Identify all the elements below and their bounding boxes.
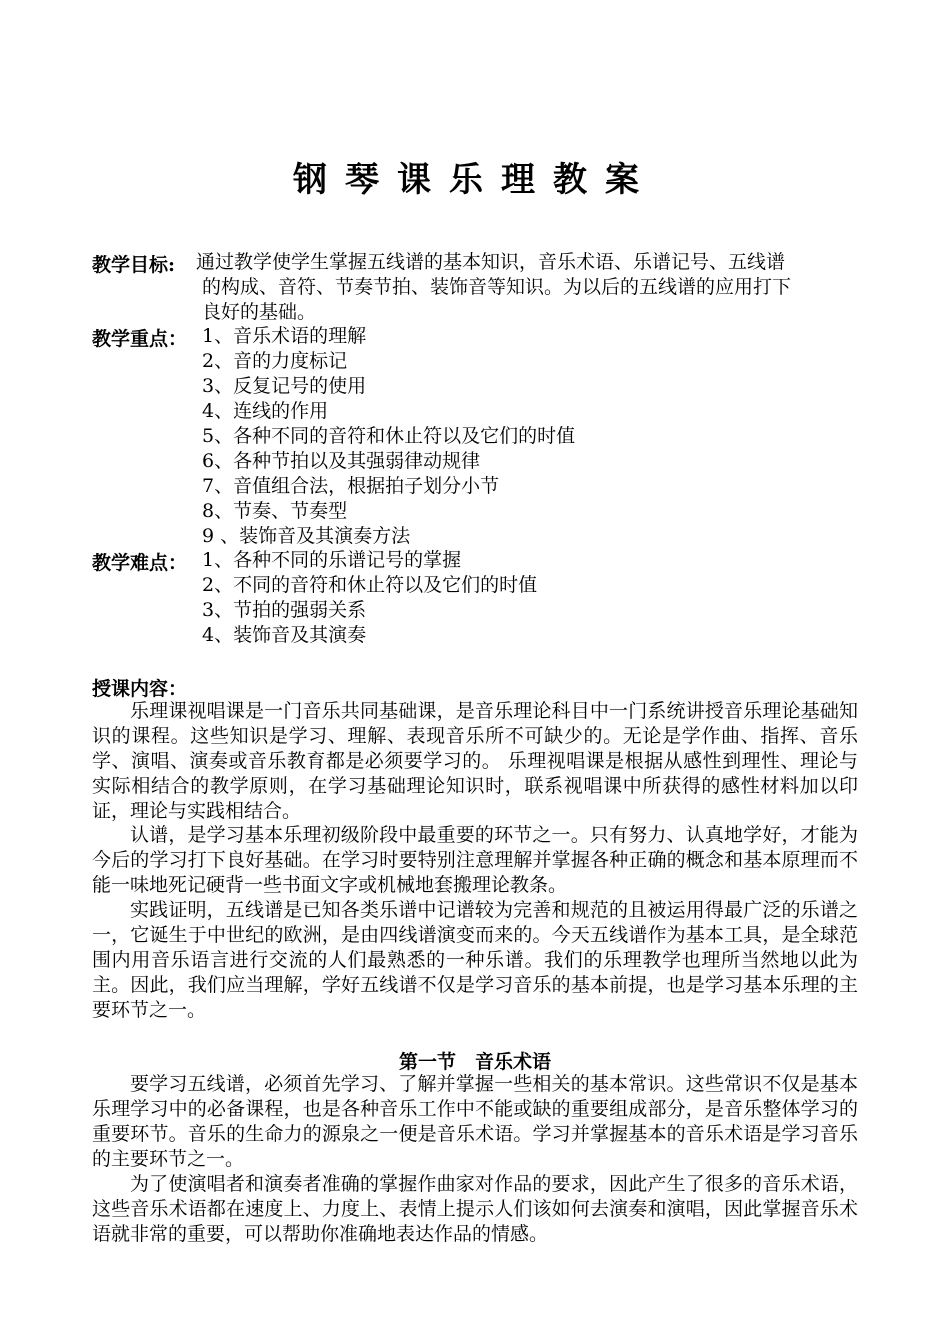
difficulty-item: 3、节拍的强弱关系 [202, 599, 367, 621]
document-title: 钢琴课乐理教案 [293, 160, 657, 200]
objective-line-3: 良好的基础。 [202, 301, 317, 323]
difficulty-item: 4、装饰音及其演奏 [202, 624, 367, 646]
key-point-item: 9 、装饰音及其演奏方法 [202, 525, 411, 547]
objective-label: 教学目标: [92, 254, 176, 276]
difficulty-item: 2、不同的音符和休止符以及它们的时值 [202, 574, 538, 596]
key-point-item: 4、连线的作用 [202, 400, 329, 422]
key-point-item: 3、反复记号的使用 [202, 375, 367, 397]
key-points-label: 教学重点： [92, 328, 188, 350]
key-points-list [202, 324, 575, 549]
content-label: 授课内容： [92, 678, 188, 700]
section-paragraph: 要学习五线谱，必须首先学习、了解并掌握一些相关的基本常识。这些常识不仅是基本乐理学习中的必备课程，也是各种音乐工作中不能或缺的重要组成部分，是音乐整体学习的重要环节。音乐的生命力的源泉之一便是音乐术语。学习并掌握基本的音乐术语是学习音乐的主要环节之一。 [92, 1073, 858, 1170]
key-point-item: 1、音乐术语的理解 [202, 325, 367, 347]
objective-line-2: 的构成、音符、节奏节拍、装饰音等知识。为以后的五线谱的应用打下 [202, 276, 792, 298]
key-point-item: 8、节奏、节奏型 [202, 500, 348, 522]
key-point-item: 6、各种节拍以及其强弱律动规律 [202, 450, 481, 472]
key-point-item: 5、各种不同的音符和休止符以及它们的时值 [202, 425, 576, 447]
section-heading: 第一节 音乐术语 [398, 1051, 551, 1073]
objective-line-1: 通过教学使学生掌握五线谱的基本知识，音乐术语、乐谱记号、五线谱 [196, 251, 786, 273]
content-paragraph: 乐理课视唱课是一门音乐共同基础课，是音乐理论科目中一门系统讲授音乐理论基础知识的课程。这些知识是学习、理解、表现音乐所不可缺少的。无论是学作曲、指挥、音乐学、演唱、演奏或音乐教育都是必须要学习的。 乐理视唱课是根据从感性到理性、理论与实际相结合的教学原则，在学习基础理论知识时，联系视唱课中所获得的感性材料加以印证，理论与实践相结合。 [92, 700, 858, 822]
difficulties-list [202, 548, 537, 648]
content-paragraph: 实践证明，五线谱是已知各类乐谱中记谱较为完善和规范的且被运用得最广泛的乐谱之一，它诞生于中世纪的欧洲，是由四线谱演变而来的。今天五线谱作为基本工具，是全球范围内用音乐语言进行交流的人们最熟悉的一种乐谱。我们的乐理教学也理所当然地以此为主。因此，我们应当理解，学好五线谱不仅是学习音乐的基本前提，也是学习基本乐理的主要环节之一。 [92, 899, 858, 1021]
key-point-item: 7、音值组合法，根据拍子划分小节 [202, 475, 500, 497]
section-paragraph: 为了使演唱者和演奏者准确的掌握作曲家对作品的要求，因此产生了很多的音乐术语，这些音乐术语都在速度上、力度上、表情上提示人们该如何去演奏和演唱，因此掌握音乐术语就非常的重要，可以帮助你准确地表达作品的情感。 [92, 1173, 858, 1245]
content-paragraph: 认谱，是学习基本乐理初级阶段中最重要的环节之一。只有努力、认真地学好，才能为今后的学习打下良好基础。在学习时要特别注意理解并掌握各种正确的概念和基本原理而不能一味地死记硬背一些书面文字或机械地套搬理论教条。 [92, 824, 858, 896]
difficulty-item: 1、各种不同的乐谱记号的掌握 [202, 549, 462, 571]
key-point-item: 2、音的力度标记 [202, 350, 348, 372]
difficulties-label: 教学难点： [92, 552, 188, 574]
